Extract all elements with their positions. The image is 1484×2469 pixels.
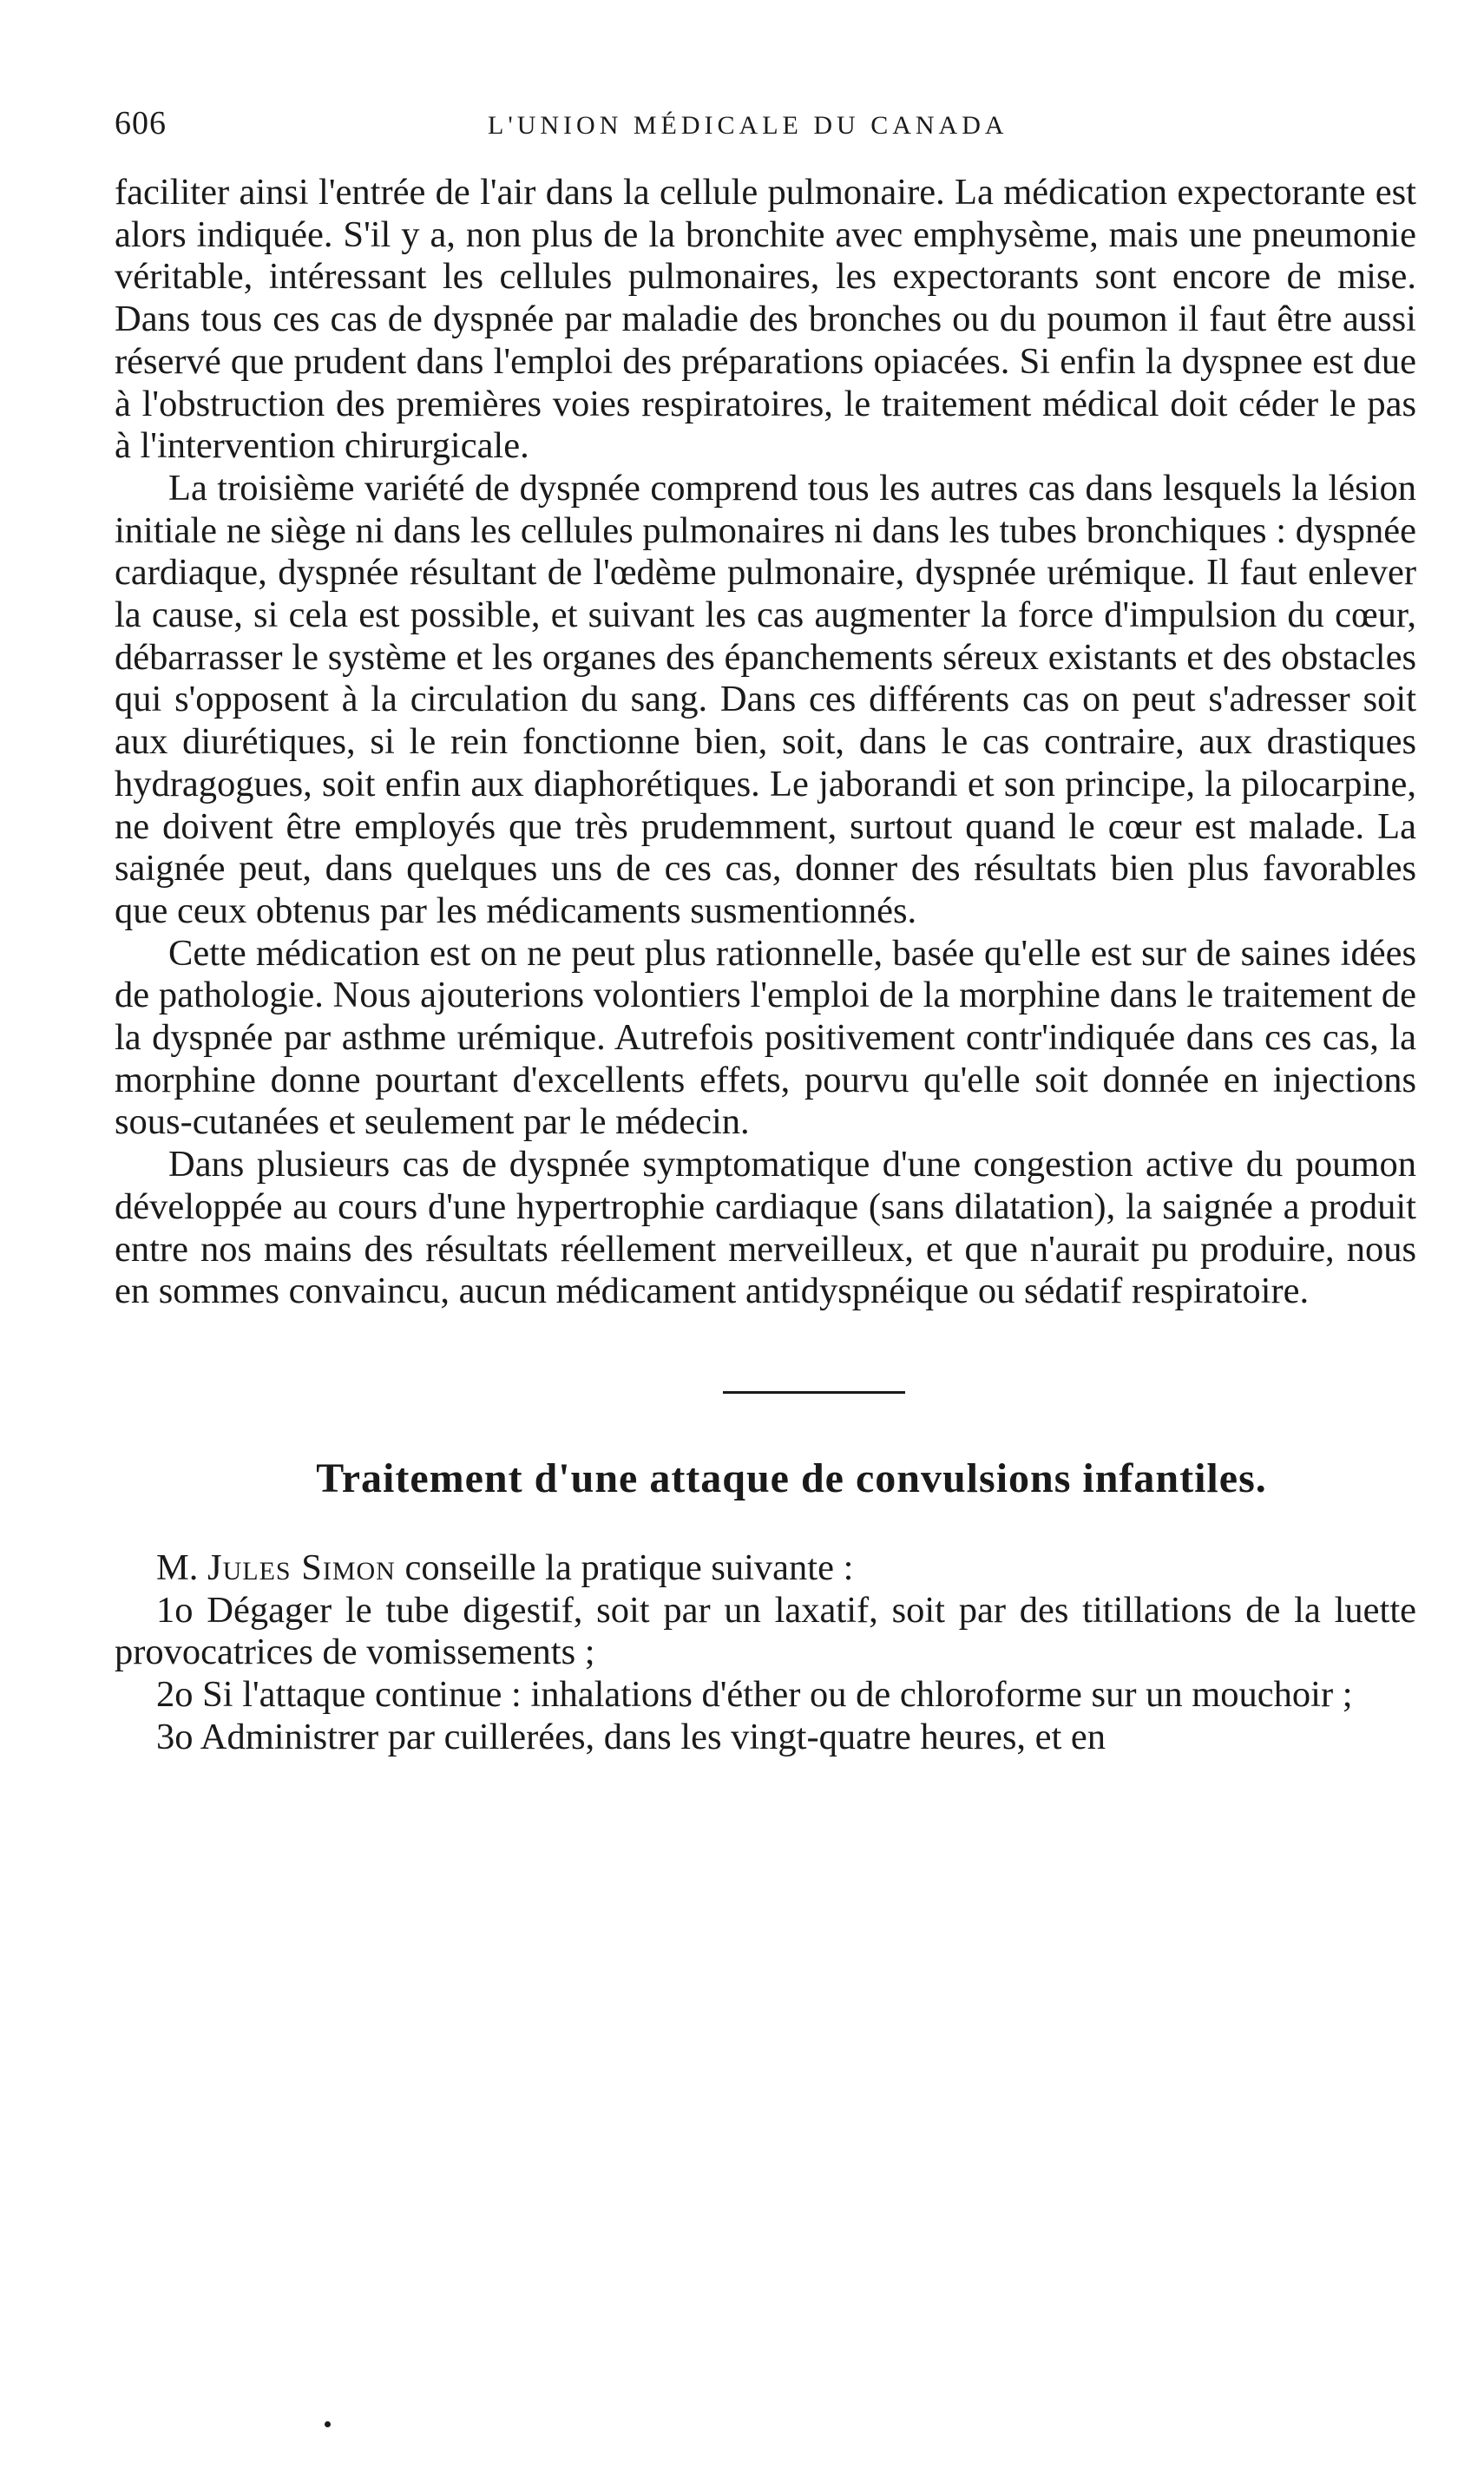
journal-title: L'UNION MÉDICALE DU CANADA <box>488 111 1008 140</box>
document-page <box>115 104 1416 1759</box>
intro-prefix: M. <box>156 1546 199 1588</box>
list-item: 3o Administrer par cuillerées, dans les vingt-quatre heures, et en <box>156 1716 1106 1757</box>
author-name: Jules Simon <box>207 1546 396 1588</box>
paragraph-third-variety: La troisième variété de dyspnée comprend tous les autres cas dans lesquels la lésion initiale ne siège ni dans les cellules pulmonaires ni dans les tubes bronchiques : dyspnée cardiaque, dyspnée résultant de l'œdème pulmonaire, dyspnée urémique. Il faut enlever la cause, si cela est possible, et suivant les cas augmenter la force d'impulsion du cœur, débarrasser le système et les organes des épanchements séreux existants et des obstacles qui s'opposent à la circulation du sang. Dans ces différents cas on peut s'adresser soit aux diurétiques, si le rein fonctionne bien, soit, dans le cas contraire, aux drastiques hydragogues, soit enfin aux diaphorétiques. Le jaborandi et son principe, la pilocarpine, ne doivent être employés que très prudemment, surtout quand le cœur est malade. La saignée peut, dans quelques uns de ces cas, donner des résultats bien plus favorables que ceux obtenus par les médicaments susmentionnés. <box>115 467 1416 931</box>
paragraph-congestion: Dans plusieurs cas de dyspnée symptomatique d'une congestion active du poumon développée au cours d'une hypertrophie cardiaque (sans dilatation), la saignée a produit entre nos mains des résultats réellement merveilleux, et que n'aurait pu produire, nous en sommes convaincu, aucun médicament antidyspnéique ou sédatif respiratoire. <box>115 1144 1416 1312</box>
intro-rest: conseille la pratique suivante : <box>404 1546 854 1588</box>
section-title: Traitement d'une attaque de convulsions infantiles. <box>316 1454 1267 1501</box>
list-item: 1o Dégager le tube digestif, soit par un laxatif, soit par des titillations de la luette provocatrices de vomissements ; <box>115 1589 1416 1673</box>
paragraph-medication: Cette médication est on ne peut plus rationnelle, basée qu'elle est sur de saines idées de pathologie. Nous ajouterions volontiers l'emploi de la morphine dans le traitement de la dyspnée par asthme urémique. Autrefois positivement contr'indiquée dans ces cas, la morphine donne pourtant d'excellents effets, pourvu qu'elle soit donnée en injections sous-cutanées et seulement par le médecin. <box>115 932 1416 1143</box>
section-intro <box>115 1547 1416 1590</box>
list-item: 2o Si l'attaque continue : inhalations d'éther ou de chloroforme sur un mouchoir ; <box>156 1674 1353 1716</box>
page-number: 606 <box>115 105 167 141</box>
section-separator <box>723 1391 905 1394</box>
article-body <box>115 172 1416 1313</box>
running-head <box>115 104 1416 156</box>
section-body <box>115 1547 1416 1759</box>
ink-dot-mark <box>325 2421 331 2427</box>
paragraph-continued: faciliter ainsi l'entrée de l'air dans la cellule pulmonaire. La médication expectorante est alors indiquée. S'il y a, non plus de la bronchite avec emphysème, mais une pneumonie véritable, intéressant les cellules pulmonaires, les expectorants sont encore de mise. Dans tous ces cas de dyspnée par maladie des bronches ou du poumon il faut être aussi réservé que prudent dans l'emploi des préparations opiacées. Si enfin la dyspnee est due à l'obstruction des premières voies respiratoires, le traitement médical doit céder le pas à l'intervention chirurgicale. <box>115 172 1416 467</box>
